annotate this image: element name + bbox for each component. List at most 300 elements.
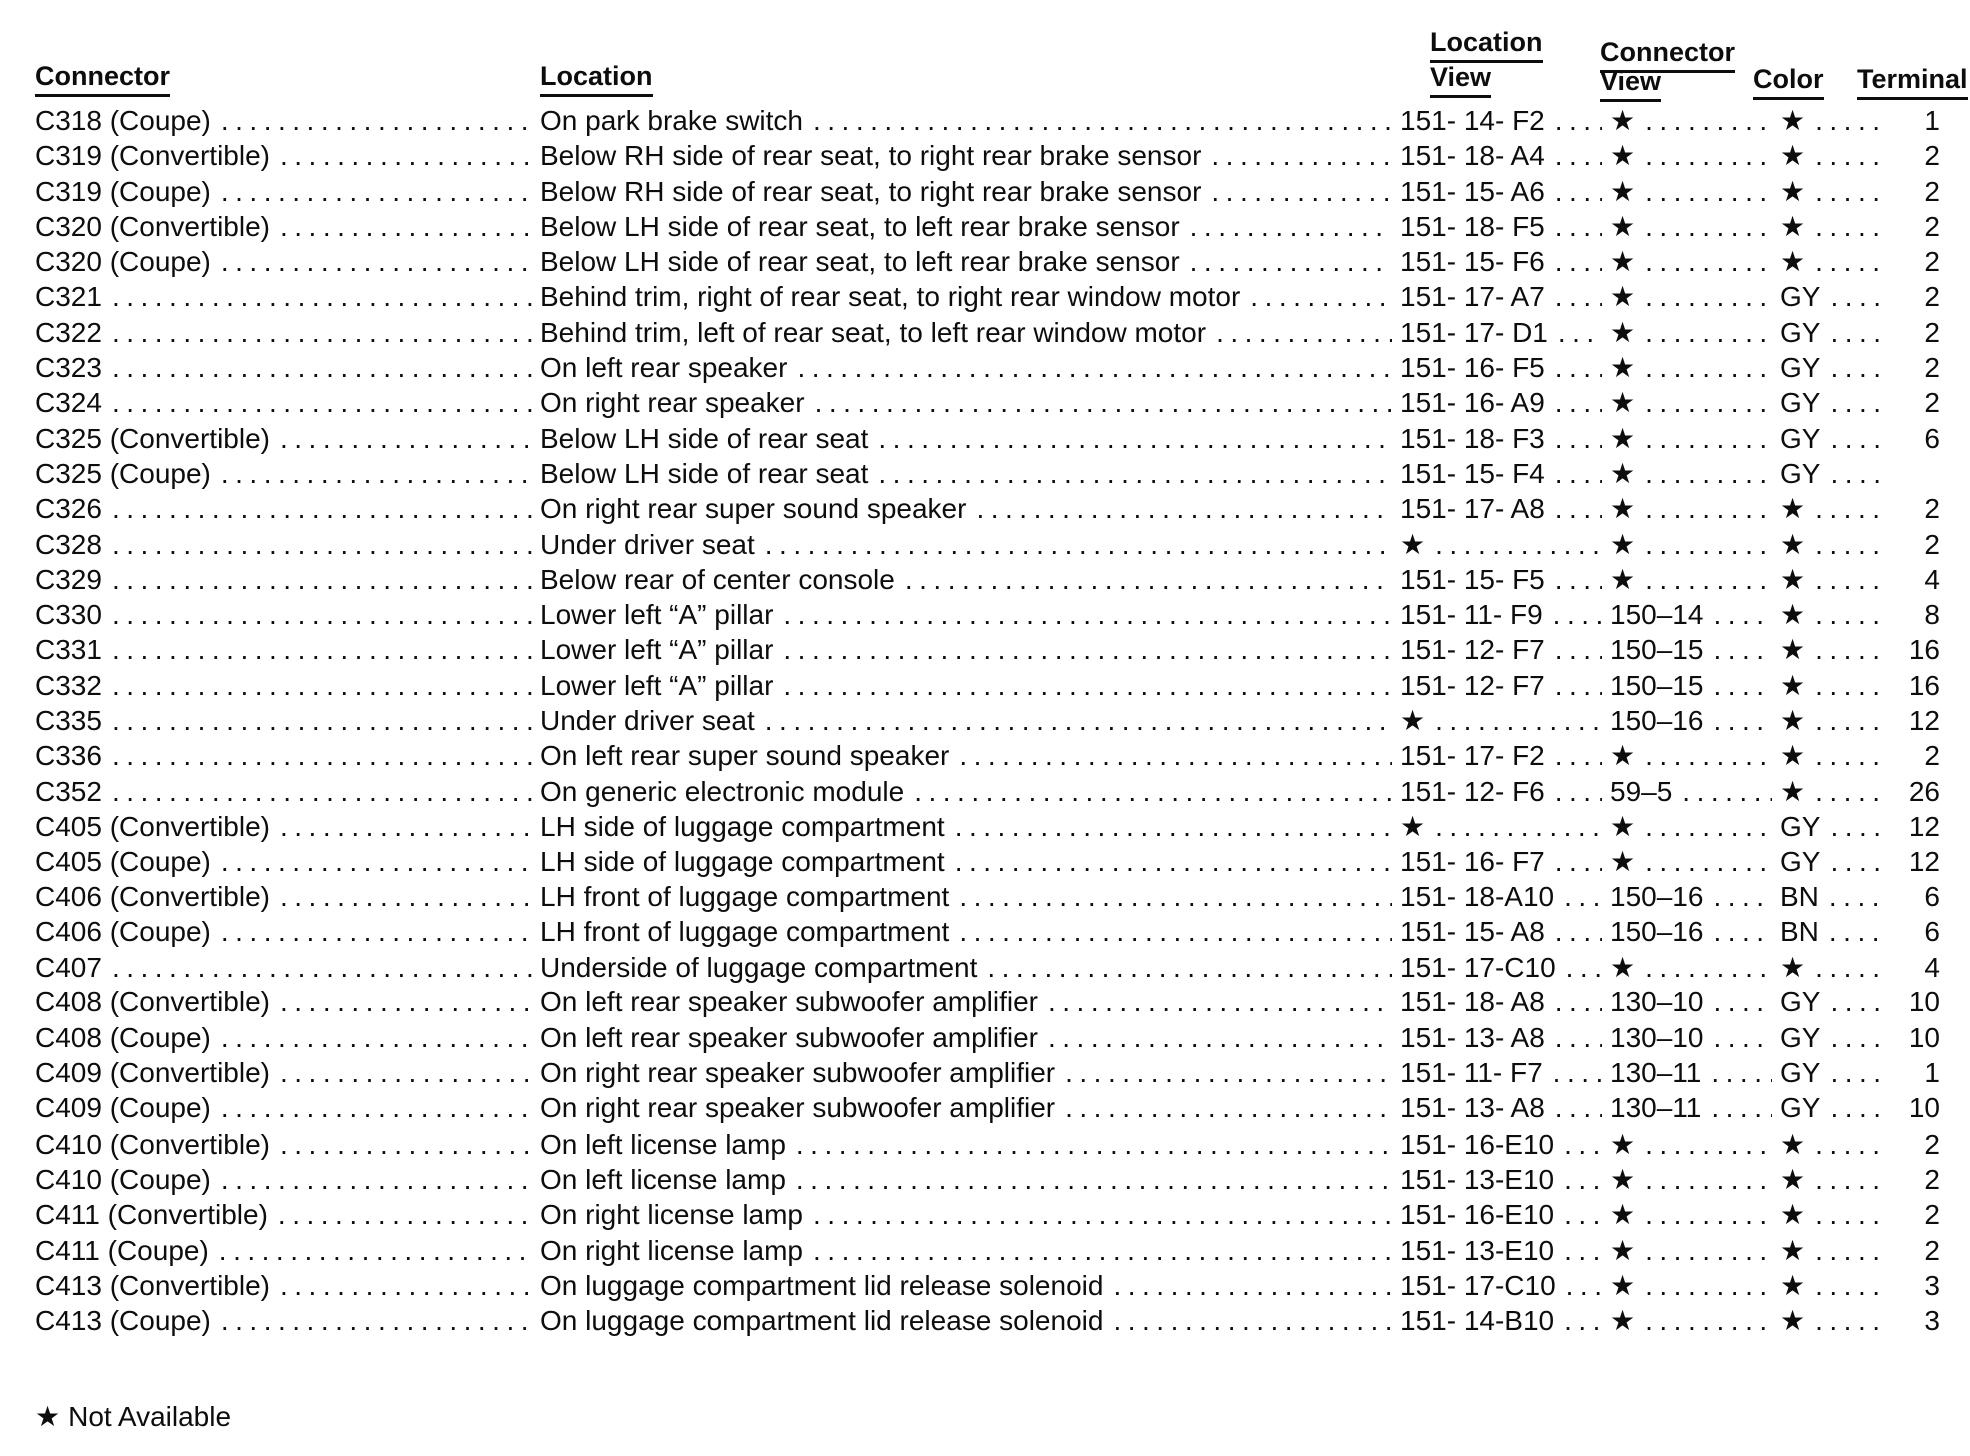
dot-leader <box>1815 952 1887 984</box>
terminal-number: 10 <box>1908 1021 1940 1053</box>
dot-leader <box>280 811 532 843</box>
dot-leader <box>1830 1057 1887 1089</box>
connector-cell <box>35 1235 540 1267</box>
dot-leader <box>1555 352 1602 384</box>
dot-leader <box>1645 105 1772 137</box>
connector-id: C413 (Coupe) <box>35 1305 211 1337</box>
table-row <box>35 810 1940 845</box>
color-cell <box>1780 1304 1895 1337</box>
dot-leader <box>1711 1092 1772 1124</box>
terminal-number: 2 <box>1924 1128 1940 1160</box>
location-text: On left rear speaker <box>540 352 788 384</box>
table-row <box>35 280 1940 315</box>
location-cell <box>540 1129 1400 1161</box>
color-code: BN <box>1780 880 1819 912</box>
dot-leader <box>813 1235 1392 1267</box>
table-row <box>35 1163 1940 1198</box>
terminal-cell <box>1895 670 1940 702</box>
dot-leader <box>959 881 1392 913</box>
terminal-number: 16 <box>1908 634 1940 666</box>
table-row <box>35 881 1940 916</box>
color-cell <box>1780 916 1895 948</box>
location-view-cell <box>1400 916 1610 948</box>
connector-cell <box>35 1057 540 1089</box>
terminal-cell <box>1895 599 1940 631</box>
table-row <box>35 598 1940 633</box>
terminal-cell <box>1895 387 1940 419</box>
terminal-number: 2 <box>1924 1163 1940 1195</box>
dot-leader <box>1566 952 1602 984</box>
connector-id: C320 (Convertible) <box>35 210 270 242</box>
connector-view-cell <box>1610 210 1780 243</box>
connector-id: C319 (Convertible) <box>35 140 270 172</box>
connector-view-ref: ★ <box>1610 810 1636 842</box>
location-view-cell <box>1400 140 1610 172</box>
color-code: ★ <box>1780 1269 1806 1301</box>
location-text: Below RH side of rear seat, to right rear brake sensor <box>540 175 1202 207</box>
column-header-location <box>540 61 653 97</box>
color-cell <box>1780 175 1895 208</box>
color-cell <box>1780 633 1895 666</box>
connector-view-cell <box>1610 1128 1780 1161</box>
location-text: Behind trim, right of rear seat, to right rear window motor <box>540 281 1241 313</box>
location-view-cell <box>1400 176 1610 208</box>
color-cell <box>1780 210 1895 243</box>
dot-leader <box>1815 246 1887 278</box>
connector-id: C325 (Convertible) <box>35 422 270 454</box>
connector-cell <box>35 740 540 772</box>
dot-leader <box>1829 916 1887 948</box>
connector-view-ref: ★ <box>1610 105 1636 136</box>
dot-leader <box>280 423 532 455</box>
dot-leader <box>112 599 532 631</box>
dot-leader <box>959 916 1392 948</box>
table-row <box>35 422 1940 457</box>
terminal-number: 10 <box>1908 1092 1940 1124</box>
connector-id: C409 (Coupe) <box>35 1092 211 1124</box>
connector-view-cell <box>1610 139 1780 172</box>
location-text: On park brake switch <box>540 105 803 136</box>
terminal-number: 2 <box>1924 740 1940 772</box>
terminal-cell <box>1895 705 1940 737</box>
color-code: GY <box>1780 810 1821 842</box>
terminal-cell <box>1895 246 1940 278</box>
terminal-number: 2 <box>1924 175 1940 207</box>
connector-cell <box>35 599 540 631</box>
connector-id: C330 <box>35 599 102 631</box>
dot-leader <box>797 352 1392 384</box>
connector-cell <box>35 634 540 666</box>
location-view-cell <box>1400 740 1610 772</box>
location-view-cell <box>1400 952 1610 984</box>
dot-leader <box>1555 564 1602 596</box>
dot-leader <box>221 458 532 490</box>
connector-view-ref: ★ <box>1610 952 1636 984</box>
dot-leader <box>1815 493 1887 525</box>
dot-leader <box>1815 1164 1887 1196</box>
connector-view-cell <box>1610 845 1780 878</box>
not-available-footnote <box>35 1400 231 1433</box>
table-row <box>35 351 1940 386</box>
connector-id: C413 (Convertible) <box>35 1269 270 1301</box>
dot-leader <box>221 246 532 278</box>
connector-cell <box>35 1092 540 1124</box>
dot-leader <box>112 776 532 808</box>
dot-leader <box>1645 423 1772 455</box>
dot-leader <box>1190 211 1392 243</box>
color-cell <box>1780 1128 1895 1161</box>
location-cell <box>540 952 1400 984</box>
location-cell <box>540 246 1400 278</box>
connector-id: C322 <box>35 316 102 348</box>
dot-leader <box>1113 1270 1392 1302</box>
location-view-ref: 151- 13- A8 <box>1400 1021 1545 1053</box>
dot-leader <box>1713 599 1772 631</box>
connector-cell <box>35 916 540 948</box>
location-view-cell <box>1400 634 1610 666</box>
location-view-ref: 151- 17-C10 <box>1400 1269 1556 1301</box>
connector-id: C405 (Coupe) <box>35 846 211 878</box>
color-cell <box>1780 1092 1895 1124</box>
terminal-cell <box>1895 740 1940 772</box>
location-cell <box>540 916 1400 948</box>
color-cell <box>1780 1234 1895 1267</box>
connector-id: C410 (Coupe) <box>35 1163 211 1195</box>
dot-leader <box>112 705 532 737</box>
connector-view-ref: ★ <box>1610 387 1636 419</box>
color-code: ★ <box>1780 1305 1806 1337</box>
dot-leader <box>1713 670 1772 702</box>
table-row <box>35 386 1940 421</box>
table-row <box>35 1022 1940 1057</box>
dot-leader <box>280 1270 532 1302</box>
connector-view-cell <box>1610 986 1780 1018</box>
table-row <box>35 845 1940 880</box>
connector-view-cell <box>1610 386 1780 419</box>
dot-leader <box>1435 705 1602 737</box>
dot-leader <box>1558 317 1602 349</box>
column-header-label: Location <box>540 61 653 97</box>
terminal-number: 2 <box>1924 1234 1940 1266</box>
dot-leader <box>1645 1270 1772 1302</box>
connector-cell <box>35 140 540 172</box>
location-text: Below LH side of rear seat, to left rear brake sensor <box>540 246 1180 278</box>
location-text: Lower left “A” pillar <box>540 634 774 666</box>
color-code: ★ <box>1780 705 1806 737</box>
connector-cell <box>35 846 540 878</box>
location-view-ref: 151- 13-E10 <box>1400 1163 1555 1195</box>
dot-leader <box>1645 140 1772 172</box>
dot-leader <box>112 670 532 702</box>
terminal-number: 2 <box>1924 352 1940 384</box>
terminal-number: 3 <box>1924 1305 1940 1337</box>
color-cell <box>1780 739 1895 772</box>
connector-id: C325 (Coupe) <box>35 457 211 489</box>
table-row <box>35 104 1940 139</box>
location-view-cell <box>1400 317 1610 349</box>
terminal-number: 4 <box>1924 952 1940 984</box>
location-view-ref: 151- 16-E10 <box>1400 1199 1555 1231</box>
connector-view-ref: 59–5 <box>1610 775 1673 807</box>
dot-leader <box>1113 1305 1392 1337</box>
dot-leader <box>1435 529 1602 561</box>
terminal-number: 26 <box>1908 775 1940 807</box>
terminal-number: 12 <box>1908 705 1940 737</box>
connector-cell <box>35 281 540 313</box>
connector-cell <box>35 105 540 137</box>
dot-leader <box>1645 740 1772 772</box>
terminal-cell <box>1895 105 1940 137</box>
dot-leader <box>1555 493 1602 525</box>
dot-leader <box>813 105 1392 137</box>
location-cell <box>540 634 1400 666</box>
location-text: Below LH side of rear seat, to left rear brake sensor <box>540 210 1180 242</box>
dot-leader <box>955 846 1392 878</box>
terminal-number: 1 <box>1924 1057 1940 1089</box>
color-cell <box>1780 669 1895 702</box>
location-view-ref: 151- 17-C10 <box>1400 952 1556 984</box>
location-cell <box>540 1199 1400 1231</box>
connector-cell <box>35 1164 540 1196</box>
terminal-number: 6 <box>1924 880 1940 912</box>
color-cell <box>1780 775 1895 808</box>
connector-cell <box>35 952 540 984</box>
column-header-connector-view-line2 <box>1600 66 1661 102</box>
dot-leader <box>112 493 532 525</box>
dot-leader <box>955 811 1392 843</box>
table-row <box>35 704 1940 739</box>
connector-view-ref: ★ <box>1610 846 1636 878</box>
dot-leader <box>765 529 1392 561</box>
connector-view-cell <box>1610 776 1780 808</box>
location-text: Below LH side of rear seat <box>540 457 869 489</box>
location-cell <box>540 1164 1400 1196</box>
dot-leader <box>813 1199 1392 1231</box>
connector-view-ref: 150–14 <box>1610 599 1704 631</box>
star-icon: ★ <box>35 1401 61 1432</box>
dot-leader <box>1555 246 1602 278</box>
color-cell <box>1780 704 1895 737</box>
color-cell <box>1780 492 1895 525</box>
connector-view-cell <box>1610 634 1780 666</box>
connector-view-ref: 130–10 <box>1610 1021 1704 1053</box>
location-view-cell <box>1400 670 1610 702</box>
location-view-ref: 151- 15- F6 <box>1400 246 1545 278</box>
dot-leader <box>1815 1199 1887 1231</box>
color-code: BN <box>1780 915 1819 947</box>
color-code: ★ <box>1780 493 1806 525</box>
location-view-ref: ★ <box>1400 705 1426 737</box>
dot-leader <box>1048 986 1392 1018</box>
location-view-cell <box>1400 105 1610 137</box>
terminal-cell <box>1895 1235 1940 1267</box>
connector-view-cell <box>1610 104 1780 137</box>
color-code: GY <box>1780 846 1821 878</box>
connector-view-cell <box>1610 1057 1780 1089</box>
color-cell <box>1780 846 1895 878</box>
table-row <box>35 1234 1940 1269</box>
dot-leader <box>1564 881 1602 913</box>
connector-cell <box>35 776 540 808</box>
terminal-number: 1 <box>1924 105 1940 136</box>
connector-id: C411 (Coupe) <box>35 1234 209 1266</box>
connector-view-ref: ★ <box>1610 1128 1636 1160</box>
dot-leader <box>1830 317 1887 349</box>
connector-cell <box>35 317 540 349</box>
color-code: ★ <box>1780 1163 1806 1195</box>
footnote-text: Not Available <box>68 1401 232 1432</box>
terminal-cell <box>1895 176 1940 208</box>
location-view-ref: 151- 17- A7 <box>1400 281 1545 313</box>
connector-view-ref: ★ <box>1610 210 1636 242</box>
terminal-cell <box>1895 1305 1940 1337</box>
color-cell <box>1780 1269 1895 1302</box>
connector-id: C352 <box>35 775 102 807</box>
location-view-cell <box>1400 810 1610 843</box>
connector-cell <box>35 176 540 208</box>
terminal-cell <box>1895 846 1940 878</box>
location-view-cell <box>1400 846 1610 878</box>
color-cell <box>1780 951 1895 984</box>
connector-id: C406 (Coupe) <box>35 915 211 947</box>
table-row <box>35 916 1940 951</box>
dot-leader <box>1645 387 1772 419</box>
terminal-number: 12 <box>1908 846 1940 878</box>
dot-leader <box>1645 1164 1772 1196</box>
color-code: ★ <box>1780 740 1806 772</box>
table-row <box>35 1092 1940 1127</box>
connector-view-cell <box>1610 492 1780 525</box>
connector-cell <box>35 811 540 843</box>
dot-leader <box>112 740 532 772</box>
color-code: ★ <box>1780 1234 1806 1266</box>
connector-view-ref: 150–15 <box>1610 634 1704 666</box>
location-text: On generic electronic module <box>540 775 905 807</box>
terminal-cell <box>1895 1057 1940 1089</box>
dot-leader <box>1216 317 1392 349</box>
location-view-ref: 151- 13- A8 <box>1400 1092 1545 1124</box>
location-text: LH side of luggage compartment <box>540 810 945 842</box>
location-cell <box>540 493 1400 525</box>
location-text: On left rear super sound speaker <box>540 740 950 772</box>
dot-leader <box>1645 1199 1772 1231</box>
location-text: Below rear of center console <box>540 563 895 595</box>
location-cell <box>540 846 1400 878</box>
table-row <box>35 633 1940 668</box>
terminal-number: 8 <box>1924 599 1940 631</box>
terminal-cell <box>1895 493 1940 525</box>
dot-leader <box>112 529 532 561</box>
terminal-number: 2 <box>1924 140 1940 172</box>
connector-view-ref: ★ <box>1610 175 1636 207</box>
dot-leader <box>1555 1092 1602 1124</box>
dot-leader <box>1830 846 1887 878</box>
color-cell <box>1780 317 1895 349</box>
connector-view-ref: ★ <box>1610 1269 1636 1301</box>
connector-id: C319 (Coupe) <box>35 175 211 207</box>
connector-cell <box>35 529 540 561</box>
terminal-number: 2 <box>1924 316 1940 348</box>
terminal-cell <box>1895 776 1940 808</box>
connector-view-cell <box>1610 1092 1780 1124</box>
table-row <box>35 669 1940 704</box>
color-code: ★ <box>1780 669 1806 701</box>
location-text: On luggage compartment lid release solenoid <box>540 1269 1104 1301</box>
dot-leader <box>1713 881 1772 913</box>
dot-leader <box>1555 1022 1602 1054</box>
connector-id: C331 <box>35 634 102 666</box>
color-cell <box>1780 352 1895 384</box>
location-cell <box>540 387 1400 419</box>
table-row <box>35 1269 1940 1304</box>
dot-leader <box>1815 211 1887 243</box>
color-cell <box>1780 1057 1895 1089</box>
location-text: On right rear speaker <box>540 387 805 419</box>
column-header-label: Location <box>1430 27 1543 63</box>
dot-leader <box>1645 458 1772 490</box>
dot-leader <box>959 740 1392 772</box>
location-view-ref: 151- 17- A8 <box>1400 493 1545 525</box>
dot-leader <box>1555 670 1602 702</box>
terminal-number: 16 <box>1908 669 1940 701</box>
dot-leader <box>1645 811 1772 843</box>
connector-view-ref: 150–16 <box>1610 915 1704 947</box>
dot-leader <box>221 105 532 137</box>
connector-id: C408 (Convertible) <box>35 986 270 1018</box>
location-view-cell <box>1400 246 1610 278</box>
dot-leader <box>1815 599 1887 631</box>
color-code: ★ <box>1780 1199 1806 1231</box>
dot-leader <box>112 317 532 349</box>
location-text: On left license lamp <box>540 1163 786 1195</box>
location-cell <box>540 1092 1400 1124</box>
dot-leader <box>1830 281 1887 313</box>
location-cell <box>540 317 1400 349</box>
dot-leader <box>1815 634 1887 666</box>
table-row <box>35 245 1940 280</box>
location-view-cell <box>1400 564 1610 596</box>
location-cell <box>540 670 1400 702</box>
location-view-ref: 151- 18- F5 <box>1400 210 1545 242</box>
connector-view-cell <box>1610 1022 1780 1054</box>
location-cell <box>540 140 1400 172</box>
color-cell <box>1780 1198 1895 1231</box>
connector-view-ref: ★ <box>1610 1199 1636 1231</box>
dot-leader <box>1713 986 1772 1018</box>
dot-leader <box>1555 281 1602 313</box>
location-view-ref: 151- 18-A10 <box>1400 880 1555 912</box>
dot-leader <box>221 846 532 878</box>
location-text: On right license lamp <box>540 1199 804 1231</box>
table-row <box>35 457 1940 492</box>
location-text: On right rear speaker subwoofer amplifier <box>540 1092 1056 1124</box>
dot-leader <box>1555 916 1602 948</box>
terminal-cell <box>1895 881 1940 913</box>
dot-leader <box>1829 881 1887 913</box>
connector-view-cell <box>1610 351 1780 384</box>
location-view-ref: ★ <box>1400 810 1426 842</box>
location-view-ref: 151- 15- A6 <box>1400 175 1545 207</box>
dot-leader <box>1435 811 1602 843</box>
location-view-cell <box>1400 881 1610 913</box>
dot-leader <box>280 986 532 1018</box>
location-view-cell <box>1400 1092 1610 1124</box>
dot-leader <box>1211 176 1392 208</box>
connector-view-cell <box>1610 1163 1780 1196</box>
color-cell <box>1780 563 1895 596</box>
terminal-number: 3 <box>1924 1269 1940 1301</box>
terminal-number: 12 <box>1908 810 1940 842</box>
